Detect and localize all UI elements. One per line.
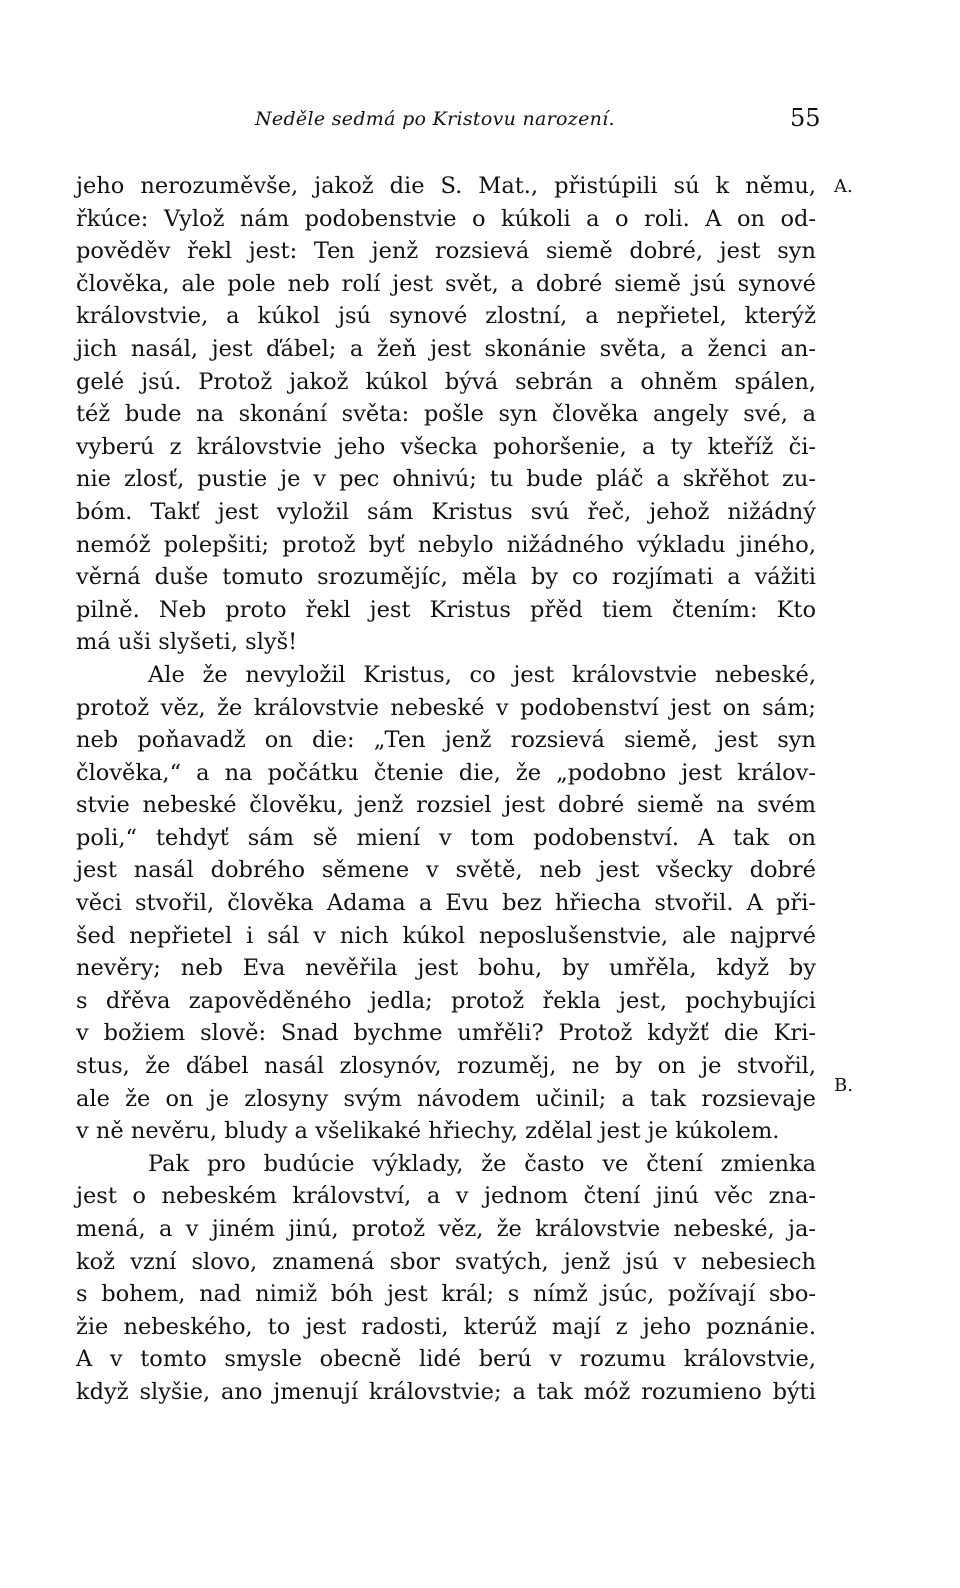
running-title: Neděle sedmá po Kristovu narození. [255,108,615,130]
text-line: v božiem slově: Snad bychme umřěli? Protož kdyžť die Kri- [76,1020,816,1047]
text-line: pověděv řekl jest: Ten jenž rozsievá siemě dobré, jest syn [76,238,816,265]
text-line: nie zlosť, pustie je v pec ohnivú; tu bude pláč a skřěhot zu- [76,466,816,493]
text-line: člověka, ale pole neb rolí jest svět, a dobré siemě jsú synové [76,270,816,297]
text-line: pilně. Neb proto řekl jest Kristus přěd tiem čtením: Kto [76,596,816,623]
text-line: v ně nevěru, bludy a všelikaké hřiechy, zdělal jest je kúkolem. [76,1118,780,1145]
text-line: bóm. Takť jest vyložil sám Kristus svú řeč, jehož nižádný [76,498,816,525]
text-line: též bude na skonání světa: pošle syn člověka angely své, a [76,401,816,428]
text-line: jest nasál dobrého sěmene v světě, neb jest všecky dobré [76,857,816,884]
margin-note-a: A. [834,176,853,197]
text-line: neb poňavadž on die: „Ten jenž rozsievá siemě, jest syn [76,727,816,754]
body-text [76,170,816,1409]
text-line: mená, a v jiném jinú, protož věz, že královstvie nebeské, ja- [76,1216,816,1242]
margin-note-b: B. [834,1075,853,1096]
text-line: člověka,“ a na počátku čtenie die, že „podobno jest králov- [76,759,816,786]
page-number: 55 [790,104,821,132]
text-line: s bohem, nad nimiž bóh jest král; s nímž jsúc, požívají sbo- [76,1281,816,1308]
text-line: jeho nerozuměvše, jakož die S. Mat., přistúpili sú k němu, [76,173,816,199]
text-line: žie nebeského, to jest radosti, kterúž mají z jeho poznánie. [76,1313,816,1340]
text-line: ale že on je zlosyny svým návodem učinil; a tak rozsievaje [76,1085,816,1112]
text-line: poli,“ tehdyť sám sě miení v tom podobenství. A tak on [76,824,816,851]
text-line: královstvie, a kúkol jsú synové zlostní, a nepřietel, kterýž [76,303,816,330]
text-line: gelé jsú. Protož jakož kúkol bývá sebrán a ohněm spálen, [76,368,816,395]
text-line: šed nepřietel i sál v nich kúkol neposlušenstvie, ale najprvé [76,922,816,949]
text-line: Pak pro budúcie výklady, že často ve čtení zmienka [148,1150,816,1177]
text-line: nemóž polepšiti; protož byť nebylo nižádného výkladu jiného, [76,531,816,558]
text-line: A v tomto smysle obecně lidé berú v rozumu královstvie, [76,1346,816,1373]
text-line: stvie nebeské člověku, jenž rozsiel jest dobré siemě na svém [76,792,816,819]
text-line: jich nasál, jest ďábel; a žeň jest skonánie světa, a ženci an- [76,335,816,362]
text-line: řkúce: Vylož nám podobenstvie o kúkoli a o roli. A on od- [76,205,816,232]
text-line: kož vzní slovo, znamená sbor svatých, jenž jsú v nebesiech [76,1248,816,1275]
text-line: s dřěva zapověděného jedla; protož řekla jest, pochybujíci [76,987,816,1014]
text-line: nevěry; neb Eva nevěřila jest bohu, by umřěla, když by [76,955,816,982]
text-line: věrná duše tomuto srozumějíc, měla by co rozjímati a vážiti [76,564,816,591]
text-line: když slyšie, ano jmenují královstvie; a tak móž rozumieno býti [76,1378,816,1405]
text-line: vyberú z královstvie jeho všecka pohoršenie, a ty kteříž či- [76,433,816,460]
text-line: věci stvořil, člověka Adama a Evu bez hřiecha stvořil. A při- [76,890,816,917]
text-line: má uši slyšeti, slyš! [76,629,298,656]
text-line: protož věz, že královstvie nebeské v podobenství jest on sám; [76,694,816,721]
text-line: Ale že nevyložil Kristus, co jest královstvie nebeské, [148,661,816,688]
text-line: jest o nebeském království, a v jednom čtení jinú věc zna- [76,1183,816,1210]
text-line: stus, že ďábel nasál zlosynóv, rozuměj, ne by on je stvořil, [76,1053,816,1080]
